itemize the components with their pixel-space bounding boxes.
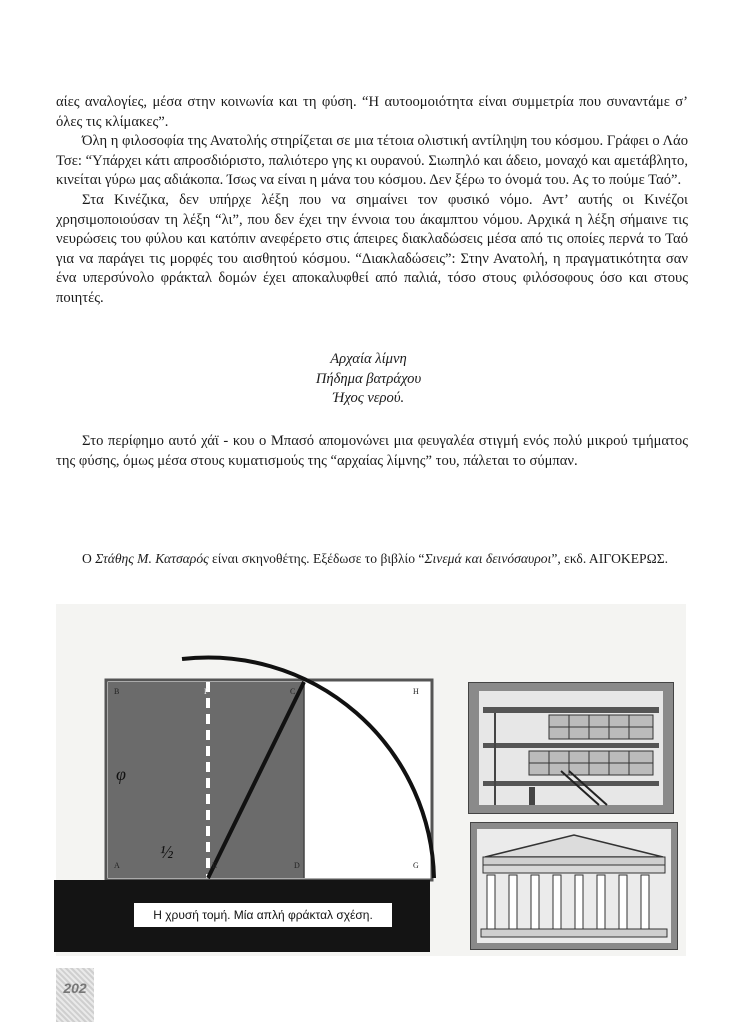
bio-middle: είναι σκηνοθέτης. Εξέδωσε το βιβλίο “	[208, 551, 425, 566]
bio-book: Σινεμά και δεινόσαυροι	[424, 551, 552, 566]
label-b: B	[114, 687, 120, 696]
label-c: C	[290, 687, 296, 696]
label-h: H	[413, 687, 419, 696]
bio-author: Στάθης Μ. Κατσαρός	[95, 551, 209, 566]
haiku-line-1: Αρχαία λίμνη	[330, 351, 407, 367]
greek-temple-photo	[470, 822, 678, 950]
label-e: E	[212, 861, 217, 870]
paragraph-2: Όλη η φιλοσοφία της Ανατολής στηρίζεται σε μια τέτοια ολιστική αντίληψη του κόσμου. Γράφει ο Λάο Τσε: “Υπάρχει κάτι απροσδιόριστο, παλιότερο γης κι ουρανού. Σιωπηλό και άδειο, μοναχό και αμετάβλητο, κινείται γύρω μας αδιάκοπα. Ίσως να είναι η μάνα του κόσμου. Δεν ξέρω το όνομά του. Ας το πούμε Ταό”.	[56, 133, 688, 189]
modern-building-photo	[468, 682, 674, 814]
closing-text: Στο περίφημο αυτό χάϊ - κου ο Μπασό απομονώνει μια φευγαλέα στιγμή ενός πολύ μικρού τμήματος της φύσης, όμως μέσα στους κυματισμούς της “αρχαίας λίμνης” του, πάλεται το σύμπαν.	[56, 433, 688, 469]
paragraph-3: Στα Κινέζικα, δεν υπήρχε λέξη που να σημαίνει τον φυσικό νόμο. Αντ’ αυτής οι Κινέζοι χρησιμοποιούσαν τη λέξη “λι”, που δεν έχει την έννοια του άκαμπτου νόμου. Αρχικά η λέξη σήμαινε τις νευρώσεις του φύλου και κατόπιν ανεφέρετο στις άπειρες διακλαδώσεις μέσα από τις οποίες περνά το Ταό για να παράγει τις μορφές του αισθητού κόσμου. “Διακλαδώσεις”: Στην Ανατολή, η πραγματικότητα σαν ένα υπερσύνολο φράκταλ δομών έχει αποκαλυφθεί από παλιά, τόσο στους φιλόσοφους όσο και στους ποιητές.	[56, 191, 688, 306]
label-d: D	[294, 861, 300, 870]
bio-suffix: ”, εκδ. ΑΙΓΟΚΕΡΩΣ.	[551, 551, 668, 566]
paragraph-1: αίες αναλογίες, μέσα στην κοινωνία και τη φύση. “Η αυτοομοιότητα είναι συμμετρία που συναντάμε σ’ όλες τις κλίμακες”.	[56, 94, 688, 130]
label-f: F	[204, 687, 209, 696]
label-a: A	[114, 861, 120, 870]
page-number: 202	[56, 968, 94, 1022]
bio-prefix: Ο	[82, 551, 96, 566]
haiku-line-3: Ήχος νερού.	[332, 390, 405, 407]
figure-caption: Η χρυσή τομή. Μία απλή φράκταλ σχέση.	[134, 903, 392, 927]
label-g: G	[413, 861, 419, 870]
label-half: ½	[160, 842, 174, 862]
label-phi: φ	[116, 764, 126, 784]
haiku-line-2: Πήδημα βατράχου	[315, 370, 422, 387]
